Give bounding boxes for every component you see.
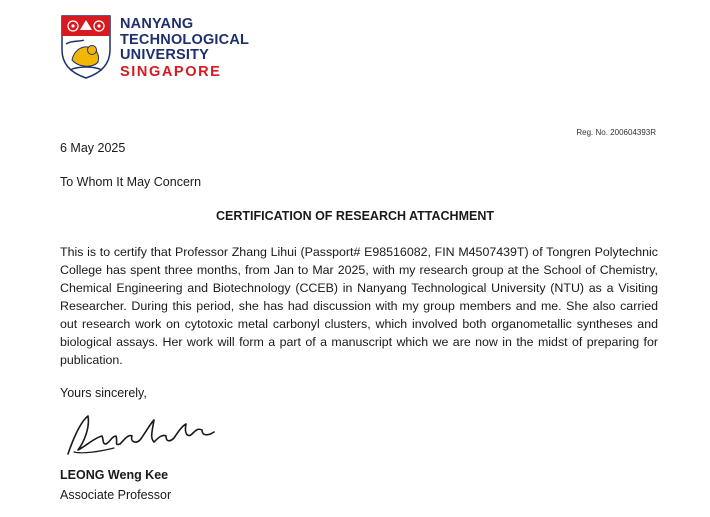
signature-image	[58, 402, 228, 462]
university-wordmark	[120, 17, 249, 80]
university-logo	[60, 14, 250, 84]
wordmark-line-1: NANYANG	[120, 16, 194, 32]
wordmark-line-3: UNIVERSITY	[120, 47, 210, 63]
signatory-title: Associate Professor	[60, 488, 172, 502]
letter-date: 6 May 2025	[60, 141, 126, 155]
wordmark-line-2: TECHNOLOGICAL	[120, 31, 250, 48]
university-crest-icon	[60, 14, 112, 80]
registration-number: Reg. No. 200604393R	[576, 128, 656, 137]
wordmark-country: SINGAPORE	[120, 63, 222, 80]
letter-body: This is to certify that Professor Zhang Lihui (Passport# E98516082, FIN M4507439T) of Tongren Polytechnic College has spent three months, from Jan to Mar 2025, with my research group at the School of Chemistry, Chemical Engineering and Biotechnology (CCEB) in Nanyang Technological University (NTU) as a Visiting Researcher. During this period, she has had discussion with my group members and me. She also carried out research work on cytotoxic metal carbonyl clusters, which involved both organometallic syntheses and biological assays. Her work will form a part of a manuscript which we are now in the midst of preparing for publication.	[60, 245, 658, 367]
closing: Yours sincerely,	[60, 386, 147, 400]
letter-heading: CERTIFICATION OF RESEARCH ATTACHMENT	[216, 209, 494, 223]
signatory-name: LEONG Weng Kee	[60, 468, 169, 482]
salutation: To Whom It May Concern	[60, 175, 202, 189]
